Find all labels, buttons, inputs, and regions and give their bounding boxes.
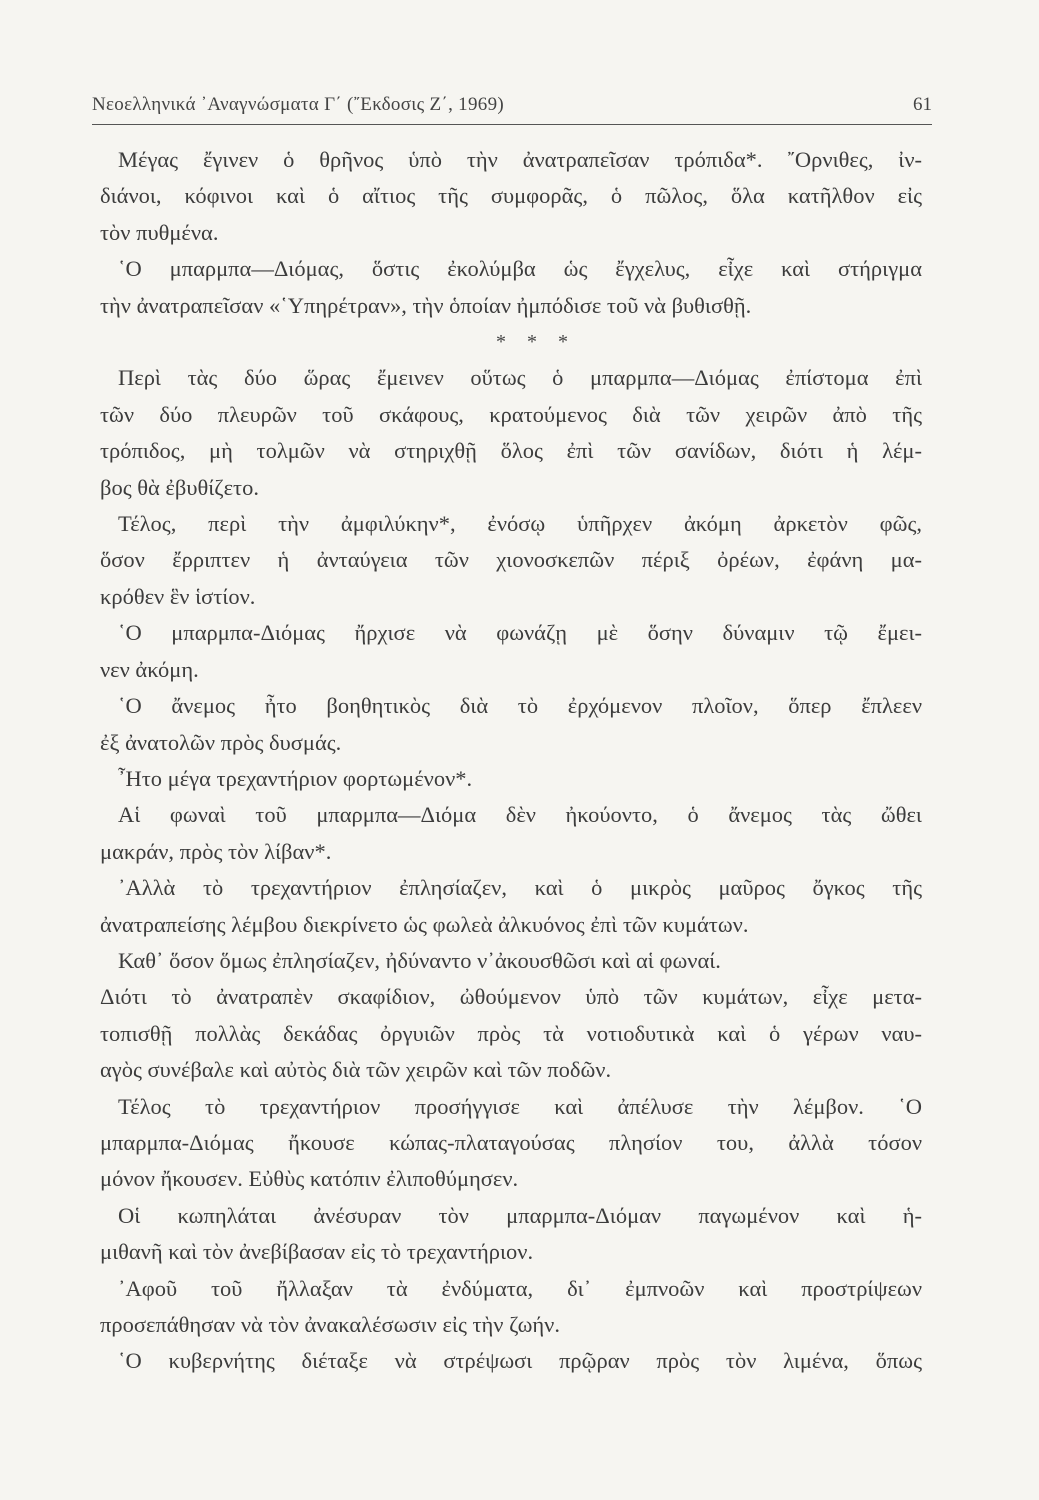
text-line: Καθ᾿ ὅσον ὅμως ἐπλησίαζεν, ἠδύναντο ν᾿ἀκουσθῶσι καὶ αἱ φωναί. bbox=[118, 947, 721, 973]
text-line: ᾿Αλλὰ τὸ τρεχαντήριον ἐπλησίαζεν, καὶ ὁ μικρὸς μαῦρος ὄγκος τῆς bbox=[118, 875, 922, 901]
running-title: Νεοελληνικά ᾿Αναγνώσματα Γ΄ (῎Εκδοσις Ζ΄, 1969) bbox=[92, 94, 505, 115]
text-line: προσεπάθησαν νὰ τὸν ἀνακαλέσωσιν εἰς τὴν ζωήν. bbox=[100, 1312, 560, 1337]
text-line: ῏Ητο μέγα τρεχαντήριον φορτωμένον*. bbox=[118, 765, 473, 791]
text-line: Τέλος, περὶ τὴν ἀμφιλύκην*, ἐνόσῳ ὑπῆρχεν ἀκόμη ἀρκετὸν φῶς, bbox=[118, 511, 922, 537]
body-text bbox=[100, 142, 922, 1380]
text-line: Τέλος τὸ τρεχαντήριον προσήγγισε καὶ ἀπέλυσε τὴν λέμβον. ῾Ο bbox=[118, 1093, 922, 1119]
text-line: Περὶ τὰς δύο ὥρας ἔμεινεν οὕτως ὁ μπαρμπα—Διόμας ἐπίστομα ἐπὶ bbox=[118, 365, 922, 391]
text-line: ῾Ο κυβερνήτης διέταξε νὰ στρέψωσι πρῷραν πρὸς τὸν λιμένα, ὅπως bbox=[118, 1348, 922, 1374]
text-line: μιθανῆ καὶ τὸν ἀνεβίβασαν εἰς τὸ τρεχαντήριον. bbox=[100, 1239, 534, 1265]
text-line: τῶν δύο πλευρῶν τοῦ σκάφους, κρατούμενος διὰ τῶν χειρῶν ἀπὸ τῆς bbox=[100, 401, 922, 427]
text-line: μπαρμπα-Διόμας ἤκουσε κώπας-πλαταγούσας πλησίον του, ἀλλὰ τόσον bbox=[100, 1129, 922, 1155]
text-line: μακράν, πρὸς τὸν λίβαν*. bbox=[100, 838, 332, 864]
text-line: ᾿Αφοῦ τοῦ ἤλλαξαν τὰ ἐνδύματα, δι᾿ ἐμπνοῶν καὶ προστρίψεων bbox=[118, 1275, 922, 1301]
text-line: Διότι τὸ ἀνατραπὲν σκαφίδιον, ὠθούμενον ὑπὸ τῶν κυμάτων, εἶχε μετα- bbox=[100, 984, 922, 1010]
text-line: νεν ἀκόμη. bbox=[100, 656, 199, 682]
text-line: αγὸς συνέβαλε καὶ αὐτὸς διὰ τῶν χειρῶν καὶ τῶν ποδῶν. bbox=[100, 1057, 612, 1083]
text-line: Οἱ κωπηλάται ἀνέσυραν τὸν μπαρμπα-Διόμαν παγωμένον καὶ ἡ- bbox=[118, 1202, 922, 1228]
text-line: Αἱ φωναὶ τοῦ μπαρμπα—Διόμα δὲν ἠκούοντο, ὁ ἄνεμος τὰς ὤθει bbox=[118, 802, 922, 828]
text-line: τοπισθῇ πολλὰς δεκάδας ὀργυιῶν πρὸς τὰ νοτιοδυτικὰ καὶ ὁ γέρων ναυ- bbox=[100, 1020, 922, 1046]
page-header bbox=[92, 88, 932, 125]
page-number: 61 bbox=[913, 94, 932, 115]
text-line: κρόθεν ἓν ἱστίον. bbox=[100, 583, 256, 609]
text-line: ῾Ο μπαρμπα—Διόμας, ὅστις ἐκολύμβα ὡς ἔγχελυς, εἶχε καὶ στήριγμα bbox=[118, 256, 922, 282]
text-line: ῾Ο μπαρμπα-Διόμας ἤρχισε νὰ φωνάζῃ μὲ ὅσην δύναμιν τῷ ἔμει- bbox=[118, 620, 922, 646]
text-line: τὴν ἀνατραπεῖσαν «῾Υπηρέτραν», τὴν ὁποίαν ἠμπόδισε τοῦ νὰ βυθισθῇ. bbox=[100, 292, 752, 318]
text-line: διάνοι, κόφινοι καὶ ὁ αἴτιος τῆς συμφορᾶς, ὁ πῶλος, ὅλα κατῆλθον εἰς bbox=[100, 183, 922, 209]
text-line: ἀνατραπείσης λέμβου διεκρίνετο ὡς φωλεὰ ἀλκυόνος ἐπὶ τῶν κυμάτων. bbox=[100, 911, 749, 937]
text-line: τρόπιδος, μὴ τολμῶν νὰ στηριχθῇ ὅλος ἐπὶ τῶν σανίδων, διότι ἡ λέμ- bbox=[100, 438, 922, 464]
text-line: μόνον ἤκουσεν. Εὐθὺς κατόπιν ἐλιποθύμησεν. bbox=[100, 1166, 519, 1192]
section-separator: * * * bbox=[496, 331, 576, 354]
text-line: βος θὰ ἐβυθίζετο. bbox=[100, 474, 259, 500]
text-line: τὸν πυθμένα. bbox=[100, 219, 219, 245]
text-line: ὅσον ἔρριπτεν ἡ ἀνταύγεια τῶν χιονοσκεπῶν πέριξ ὀρέων, ἐφάνη μα- bbox=[100, 547, 922, 573]
text-line: Μέγας ἔγινεν ὁ θρῆνος ὑπὸ τὴν ἀνατραπεῖσαν τρόπιδα*. ῎Ορνιθες, ἰν- bbox=[118, 147, 922, 172]
text-line: ῾Ο ἄνεμος ἦτο βοηθητικὸς διὰ τὸ ἐρχόμενον πλοῖον, ὅπερ ἔπλεεν bbox=[118, 693, 922, 719]
text-line: ἐξ ἀνατολῶν πρὸς δυσμάς. bbox=[100, 729, 342, 755]
